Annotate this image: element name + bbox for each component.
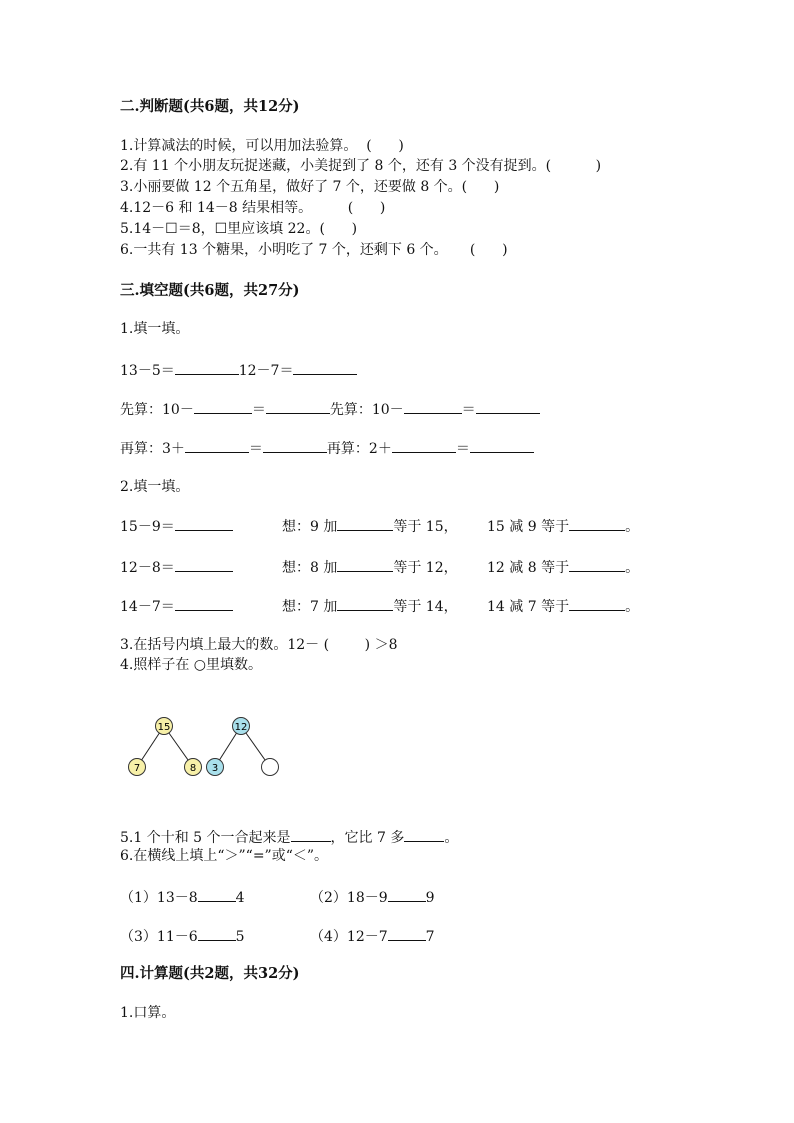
eq-text: 13－5＝	[120, 363, 175, 379]
compare-item-2	[310, 887, 435, 907]
sum-text: 等于 15，	[393, 519, 458, 535]
eq-text: 先算：10－	[329, 402, 404, 418]
fill-q2-row-3	[120, 596, 233, 616]
compare-right: 4	[235, 890, 245, 906]
judge-item-3: 3.小丽要做 12 个五角星，做好了 7 个，还要做 8 个。( )	[120, 179, 500, 195]
answer-blank[interactable]	[337, 557, 393, 572]
judge-item-4: 4.12－6 和 14－8 结果相等。 ( )	[120, 200, 386, 216]
answer-blank[interactable]	[404, 827, 444, 842]
think-text: 想：7 加	[282, 599, 338, 615]
fill-q4: 4.照样子在 ○里填数。	[120, 657, 263, 673]
compare-left: （3）11－6	[120, 929, 198, 945]
fill-q2-sub-2	[487, 557, 639, 577]
judge-item-1: 1.计算减法的时候，可以用加法验算。 ( )	[120, 138, 404, 154]
compare-right: 9	[425, 890, 435, 906]
fill-q2-sub-1	[487, 516, 639, 536]
eq-text: 12－7＝	[238, 363, 294, 379]
eq-text: 再算：2＋	[326, 441, 392, 457]
number-bond-tree-1	[129, 718, 202, 776]
q5-text-c: 。	[444, 830, 459, 846]
answer-blank[interactable]	[175, 360, 239, 375]
compare-left: （2）18－9	[310, 890, 388, 906]
section-2-heading: 二.判断题(共6题，共12分)	[120, 98, 300, 115]
answer-blank[interactable]	[388, 926, 426, 941]
answer-blank[interactable]	[175, 596, 233, 611]
compare-item-3	[120, 926, 245, 946]
section-3-heading: 三.填空题(共6题，共27分)	[120, 282, 300, 299]
answer-blank[interactable]	[198, 926, 236, 941]
compare-right: 7	[425, 929, 435, 945]
calc-q1: 1.口算。	[120, 1005, 176, 1021]
fill-q2-row-1	[120, 516, 233, 536]
bond-number-left: 3	[211, 763, 219, 774]
fill-q1-title: 1.填一填。	[120, 321, 190, 337]
compare-left: （4）12－7	[310, 929, 388, 945]
answer-blank[interactable]	[194, 399, 252, 414]
judge-item-6: 6.一共有 13 个糖果，小明吃了 7 个，还剩下 6 个。 ( )	[120, 242, 508, 258]
compare-item-4	[310, 926, 435, 946]
eq-text: 再算：3＋	[120, 441, 185, 457]
answer-blank[interactable]	[293, 360, 357, 375]
eq-text: 12－8＝	[120, 560, 175, 576]
eq-text: 先算：10－	[120, 402, 194, 418]
judge-item-5: 5.14－☐＝8，☐里应该填 22。( )	[120, 221, 358, 237]
fill-q2-title: 2.填一填。	[120, 479, 190, 495]
fill-q6: 6.在横线上填上“＞”“=”或“＜”。	[120, 848, 329, 864]
sum-text: 等于 12，	[393, 560, 458, 576]
answer-blank[interactable]	[392, 438, 456, 453]
sub-text: 14 减 7 等于	[487, 599, 570, 615]
fill-q2-think-3	[282, 596, 458, 616]
number-bond-diagram	[120, 710, 300, 785]
eq-text: ＝	[251, 402, 266, 418]
answer-blank[interactable]	[404, 399, 462, 414]
answer-blank[interactable]	[569, 557, 625, 572]
fill-q1-row-1	[120, 360, 357, 380]
judge-item-2: 2.有 11 个小朋友玩捉迷藏，小美捉到了 8 个，还有 3 个没有捉到。( )	[120, 158, 602, 174]
sum-text: 等于 14，	[393, 599, 458, 615]
compare-item-1	[120, 887, 245, 907]
bond-number-top: 15	[157, 722, 171, 733]
compare-left: （1）13－8	[120, 890, 198, 906]
fill-q2-sub-3	[487, 596, 639, 616]
answer-blank[interactable]	[185, 438, 249, 453]
fill-q2-row-2	[120, 557, 233, 577]
fill-q1-row-3	[120, 438, 534, 458]
fill-q3: 3.在括号内填上最大的数。12－ ( ) ＞8	[120, 637, 398, 653]
bond-answer-circle[interactable]	[262, 759, 279, 776]
bond-number-top: 12	[234, 722, 248, 733]
section-4-heading: 四.计算题(共2题，共32分)	[120, 965, 300, 982]
answer-blank[interactable]	[198, 887, 236, 902]
sub-text: 12 减 8 等于	[487, 560, 570, 576]
answer-blank[interactable]	[388, 887, 426, 902]
q5-text-a: 5.1 个十和 5 个一合起来是	[120, 830, 291, 846]
answer-blank[interactable]	[175, 557, 233, 572]
answer-blank[interactable]	[569, 516, 625, 531]
answer-blank[interactable]	[291, 827, 331, 842]
eq-text: 14－7＝	[120, 599, 175, 615]
fill-q2-think-1	[282, 516, 458, 536]
answer-blank[interactable]	[266, 399, 330, 414]
end-text: 。	[625, 599, 640, 615]
answer-blank[interactable]	[175, 516, 233, 531]
answer-blank[interactable]	[263, 438, 327, 453]
answer-blank[interactable]	[337, 516, 393, 531]
fill-q5	[120, 827, 458, 847]
bond-number-left: 7	[133, 763, 141, 774]
answer-blank[interactable]	[470, 438, 534, 453]
fill-q1-row-2	[120, 399, 540, 419]
end-text: 。	[625, 519, 640, 535]
think-text: 想：9 加	[282, 519, 338, 535]
think-text: 想：8 加	[282, 560, 338, 576]
eq-text: ＝	[461, 402, 476, 418]
number-bond-tree-2	[207, 718, 279, 776]
sub-text: 15 减 9 等于	[487, 519, 570, 535]
answer-blank[interactable]	[337, 596, 393, 611]
bond-number-right: 8	[189, 763, 197, 774]
q5-text-b: ，它比 7 多	[330, 830, 405, 846]
answer-blank[interactable]	[476, 399, 540, 414]
fill-q2-think-2	[282, 557, 458, 577]
answer-blank[interactable]	[569, 596, 625, 611]
eq-text: 15－9＝	[120, 519, 175, 535]
end-text: 。	[625, 560, 640, 576]
compare-right: 5	[235, 929, 245, 945]
eq-text: ＝	[248, 441, 263, 457]
eq-text: ＝	[455, 441, 470, 457]
